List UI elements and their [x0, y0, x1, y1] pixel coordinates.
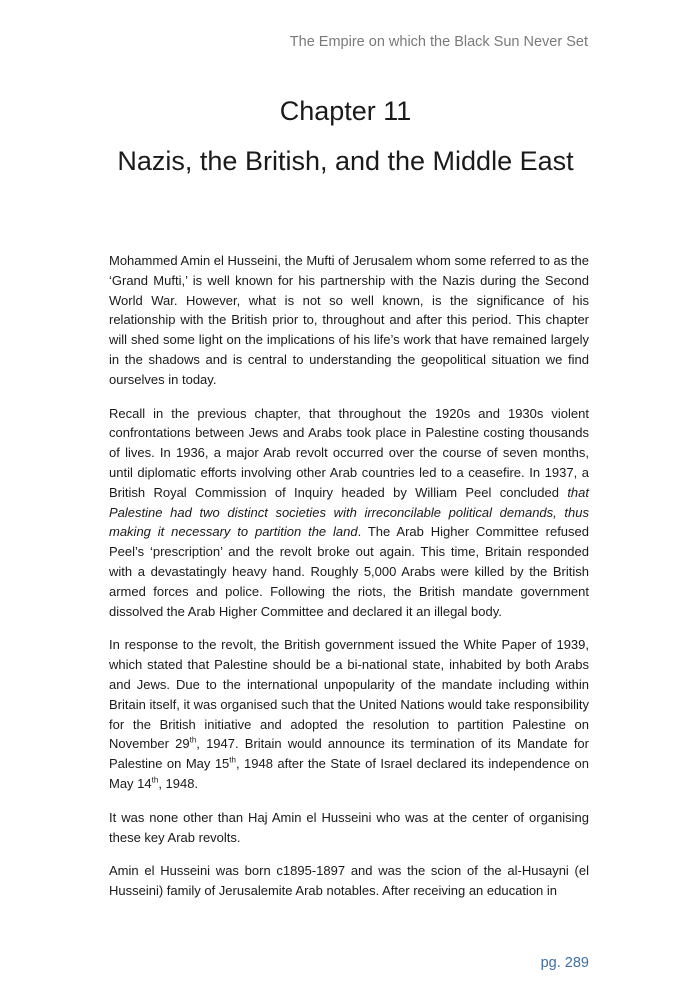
body-text	[109, 251, 589, 915]
paragraph-3-text-d: , 1948.	[158, 775, 199, 791]
running-header: The Empire on which the Black Sun Never Set	[289, 34, 588, 50]
paragraph-2	[109, 404, 589, 622]
page-number: pg. 289	[540, 955, 589, 971]
paragraph-5: Amin el Husseini was born c1895-1897 and was the scion of the al-Husayni (el Husseini) family of Jerusalemite Arab notables. After receiving an education in	[109, 863, 589, 899]
ordinal-suffix: th	[189, 736, 197, 745]
ordinal-suffix: th	[229, 755, 236, 765]
paragraph-2-text-a: Recall in the previous chapter, that throughout the 1920s and 1930s violent confrontations between Jews and Arabs took place in Palestine costing thousands of lives. In 1936, a major Arab revolt occurred over the course of seven months, until diplomatic efforts involving other Arab countries led to a ceasefire. In 1937, a British Royal Commission of Inquiry headed by William Peel concluded	[109, 405, 589, 500]
paragraph-1: Mohammed Amin el Husseini, the Mufti of Jerusalem whom some referred to as the ‘Grand Mufti,’ is well known for his partnership with the Nazis during the Second World War. However, what is not so well known, is the significance of his relationship with the British prior to, throughout and after this period. This chapter will shed some light on the implications of his life’s work that have remained largely in the shadows and is central to understanding the geopolitical situation we find ourselves in today.	[109, 253, 589, 387]
chapter-title: Nazis, the British, and the Middle East	[117, 146, 574, 176]
paragraph-3-text-a: In response to the revolt, the British government issued the White Paper of 1939, which stated that Palestine should be a bi-national state, inhabited by both Arabs and Jews. Due to the international unpopularity of the mandate including within Britain itself, it was organised such that the United Nations would take responsibility for the British initiative and adopted the resolution to partition Palestine on November 29	[109, 637, 589, 752]
paragraph-3-text-c: , 1948 after the State of Israel declared its independence on May 14	[109, 756, 589, 791]
peel-commission-quote: that Palestine had two distinct societies with irreconcilable political demands, thus making it necessary to partition the land	[109, 484, 589, 540]
paragraph-3	[109, 635, 589, 793]
paragraph-4: It was none other than Haj Amin el Husseini who was at the center of organising these key Arab revolts.	[109, 809, 589, 845]
paragraph-3-text-b: , 1947. Britain would announce its termination of its Mandate for Palestine on May 15	[109, 736, 589, 772]
ordinal-suffix: th	[151, 775, 159, 785]
paragraph-2-text-b: . The Arab Higher Committee refused Peel’s ‘prescription’ and the revolt broke out again. This time, Britain responded with a devastatingly heavy hand. Roughly 5,000 Arabs were killed by the British armed forces and police. Following the riots, the British mandate government dissolved the Arab Higher Committee and declared it an illegal body.	[109, 524, 589, 619]
chapter-number: Chapter 11	[279, 96, 412, 126]
